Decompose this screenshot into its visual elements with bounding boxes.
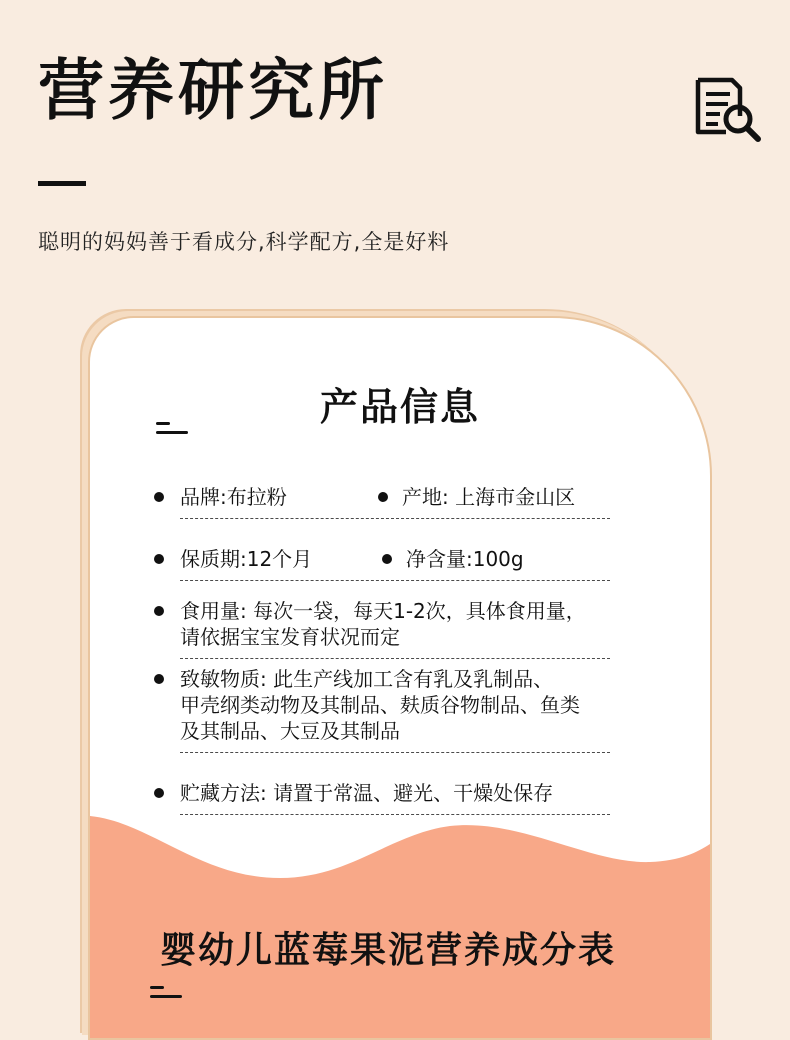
usage-line-1: 食用量: 每次一袋，每天1-2次，具体食用量， <box>180 599 586 623</box>
bullet-icon <box>154 554 164 564</box>
allergen-line-2: 甲壳纲类动物及其制品、麸质谷物制品、鱼类 <box>180 693 580 717</box>
info-row-shelf-net <box>180 546 610 581</box>
allergen-line-3: 及其制品、大豆及其制品 <box>180 719 400 743</box>
brand-text: 品牌:布拉粉 <box>180 485 287 509</box>
origin-text: 产地: 上海市金山区 <box>402 485 576 509</box>
bullet-icon <box>378 492 388 502</box>
bullet-icon <box>382 554 392 564</box>
document-search-icon <box>692 76 762 142</box>
page-subtitle: 聪明的妈妈善于看成分,科学配方,全是好料 <box>38 230 450 254</box>
net-content-item <box>406 546 524 572</box>
info-row-allergen <box>180 666 610 753</box>
page-title: 营养研究所 <box>38 52 388 129</box>
origin-item <box>402 484 575 510</box>
net-content-text: 净含量:100g <box>406 547 524 571</box>
storage-text: 贮藏方法: 请置于常温、避光、干燥处保存 <box>180 781 554 805</box>
nutrition-decoration-icon <box>150 986 184 1000</box>
product-info-heading: 产品信息 <box>319 385 480 429</box>
bullet-icon <box>154 606 164 616</box>
bullet-icon <box>154 492 164 502</box>
usage-line-2: 请依据宝宝发育状况而定 <box>180 625 400 649</box>
info-row-storage <box>180 780 610 815</box>
product-info-card <box>88 316 712 1040</box>
bullet-icon <box>154 674 164 684</box>
shelf-life-text: 保质期:12个月 <box>180 547 313 571</box>
nutrition-table-heading: 婴幼儿蓝莓果泥营养成分表 <box>160 930 617 971</box>
bullet-icon <box>154 788 164 798</box>
info-row-usage <box>180 598 610 659</box>
title-underline <box>38 181 86 186</box>
heading-decoration-icon <box>156 422 190 436</box>
info-row-brand-origin <box>180 484 610 519</box>
allergen-line-1: 致敏物质: 此生产线加工含有乳及乳制品、 <box>180 667 554 691</box>
